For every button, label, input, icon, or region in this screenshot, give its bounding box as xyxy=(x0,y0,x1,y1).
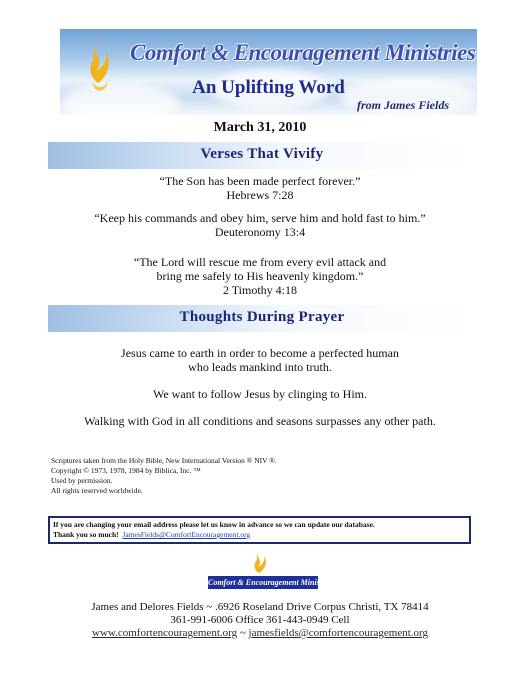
copyright-line: Scriptures taken from the Holy Bible, New International Version ® NIV ®. xyxy=(51,456,277,465)
thoughts-heading: Thoughts During Prayer xyxy=(179,309,345,325)
verse-text: “The Son has been made perfect forever.” xyxy=(159,174,361,188)
copyright-line: Copyright © 1973, 1978, 1984 by Biblica, Inc. ™ xyxy=(51,466,201,475)
verses-heading: Verses That Vivify xyxy=(200,146,324,162)
footer-phones: 361-991-6006 Office 361-443-0949 Cell xyxy=(170,614,350,626)
email-change-notice xyxy=(48,516,471,544)
footer-links xyxy=(0,627,520,640)
thought-text: Walking with God in all conditions and seasons surpasses any other path. xyxy=(84,414,436,428)
verse-text: “The Lord will rescue me from every evil attack and xyxy=(133,255,387,269)
thought-item xyxy=(0,414,520,428)
thought-text: We want to follow Jesus by clinging to Him. xyxy=(152,387,367,401)
footer-email-link[interactable]: jamesfields@comfortencouragement.org xyxy=(248,627,428,639)
newsletter-date: March 31, 2010 xyxy=(213,120,307,135)
copyright-line: Used by permission. xyxy=(51,476,113,485)
copyright-notice xyxy=(51,456,277,496)
footer-logo xyxy=(208,548,335,592)
verse-text: “Keep his commands and obey him, serve him and hold fast to him.” xyxy=(94,211,426,225)
footer-address: James and Delores Fields ~ .6926 Roseland Drive Corpus Christi, TX 78414 xyxy=(91,601,429,613)
thoughts-section-header xyxy=(48,305,476,332)
notice-text: If you are changing your email address please let us know in advance so we can update our database. xyxy=(53,520,375,529)
footer-logo-text: Comfort & Encouragement Ministries xyxy=(208,578,335,587)
verse-reference: Hebrews 7:28 xyxy=(226,188,294,202)
website-link[interactable]: www.comfortencouragement.org xyxy=(92,627,238,639)
header-banner xyxy=(60,29,477,115)
thought-item xyxy=(0,346,520,374)
verse-reference: Deuteronomy 13:4 xyxy=(214,225,306,239)
verse-reference: 2 Timothy 4:18 xyxy=(222,283,298,297)
notice-email-link[interactable]: JamesFields@ComfortEncouragement.org xyxy=(122,530,251,539)
banner-author: from James Fields xyxy=(357,98,449,112)
notice-thanks: Thank you so much! xyxy=(53,530,119,539)
verse-text: bring me safely to His heavenly kingdom.” xyxy=(156,269,364,283)
verse-item xyxy=(0,211,520,239)
verse-item xyxy=(0,255,520,297)
banner-title: Comfort & Encouragement Ministries xyxy=(130,40,476,65)
verse-item xyxy=(0,174,520,202)
thought-text: Jesus came to earth in order to become a perfected human xyxy=(121,346,399,360)
notice-thanks-line xyxy=(53,530,466,540)
verses-section-header xyxy=(48,142,476,169)
copyright-line: All rights reserved worldwide. xyxy=(51,486,143,495)
thought-text: who leads mankind into truth. xyxy=(188,360,332,374)
thought-item xyxy=(0,387,520,401)
banner-subtitle: An Uplifting Word xyxy=(192,77,345,98)
footer-separator: ~ xyxy=(239,627,246,639)
